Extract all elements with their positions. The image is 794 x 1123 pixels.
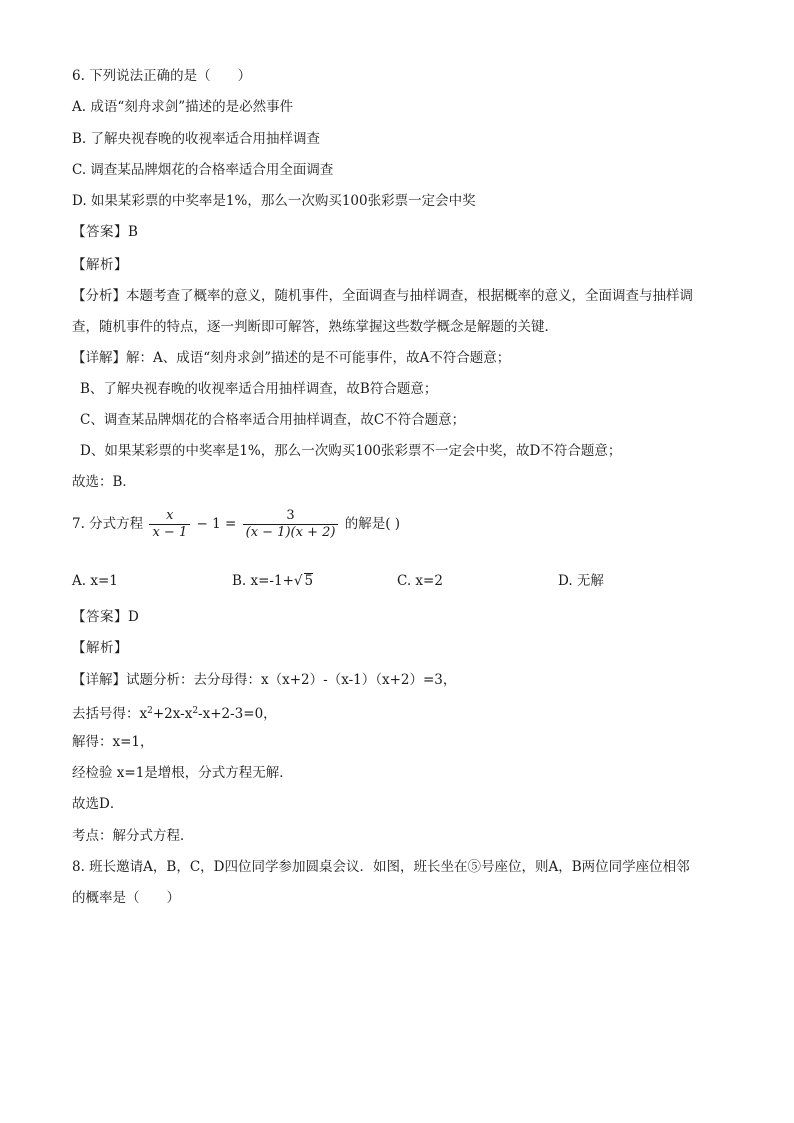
- q6-option-b: B. 了解央视春晚的收视率适合用抽样调查: [72, 131, 321, 147]
- q7-option-d: D. 无解: [558, 573, 604, 589]
- q6-fenxi-line-1: 【分析】本题考查了概率的意义，随机事件，全面调查与抽样调查，根据概率的意义，全面调查与抽样调: [72, 288, 693, 304]
- q7-option-a: A. x=1: [72, 573, 118, 589]
- q7-fraction-rhs: [243, 508, 339, 541]
- q7-fraction-lhs: [149, 508, 190, 541]
- q6-option-d: D. 如果某彩票的中奖率是1%，那么一次购买100张彩票一定会中奖: [72, 193, 476, 209]
- q7-frac2-numerator: 3: [286, 508, 295, 523]
- q7-option-b-radicand: 5: [304, 573, 314, 589]
- q7-detail-line-3: 解得：x=1，: [72, 734, 154, 750]
- q7-detail-2-part-c: -x+2-3=0，: [198, 706, 277, 722]
- q6-option-c: C. 调查某品牌烟花的合格率适合用全面调查: [72, 162, 334, 178]
- q6-stem: 6. 下列说法正确的是（ ）: [72, 68, 252, 84]
- q7-detail-2-part-b: +2x-x: [152, 706, 193, 722]
- superscript-2: 2: [147, 706, 153, 716]
- q6-detail-line-2: B、了解央视春晚的收视率适合用抽样调查，故B符合题意；: [80, 381, 438, 397]
- q7-stem-suffix: 的解是( ): [344, 516, 401, 532]
- q6-conclusion: 故选：B．: [72, 474, 136, 490]
- q7-option-b-prefix: B. x=-1+: [232, 573, 294, 589]
- q7-frac2-denominator: (x − 1)(x + 2): [245, 525, 336, 540]
- q7-frac1-numerator: x: [166, 508, 174, 523]
- q7-analysis-label: 【解析】: [72, 640, 128, 656]
- q7-stem: [72, 506, 400, 542]
- q7-kaodian: 考点：解分式方程．: [72, 828, 194, 844]
- q6-answer: 【答案】B: [72, 224, 139, 240]
- q7-answer: 【答案】D: [72, 609, 140, 625]
- q7-frac1-denominator: x − 1: [152, 525, 188, 540]
- q7-option-b: [232, 571, 313, 591]
- q7-detail-line-1: 【详解】试题分析：去分母得：x（x+2）-（x-1）（x+2）=3，: [72, 672, 457, 688]
- q6-option-a: A. 成语“刻舟求剑”描述的是必然事件: [72, 99, 294, 115]
- q8-stem-line-2: 的概率是（ ）: [72, 890, 180, 906]
- q8-stem-line-1: 8. 班长邀请A，B，C，D四位同学参加圆桌会议．如图，班长坐在⑤号座位，则A，B两位同学座位相邻: [72, 859, 690, 875]
- q6-analysis-label: 【解析】: [72, 257, 128, 273]
- q7-detail-2-part-a: 去括号得：x: [72, 706, 148, 722]
- q6-detail-line-1: 【详解】解：A、成语“刻舟求剑”描述的是不可能事件，故A不符合题意；: [72, 350, 511, 366]
- q7-middle: − 1 =: [196, 516, 237, 532]
- superscript-2: 2: [192, 706, 199, 716]
- q7-stem-prefix: 7. 分式方程: [72, 516, 144, 532]
- q6-detail-line-3: C、调查某品牌烟花的合格率适合用抽样调查，故C不符合题意；: [80, 412, 466, 428]
- q7-detail-line-4: 经检验 x=1是增根，分式方程无解．: [72, 765, 293, 781]
- q7-conclusion: 故选D．: [72, 796, 124, 812]
- q6-detail-line-4: D、如果某彩票的中奖率是1%，那么一次购买100张彩票不一定会中奖，故D不符合题意；: [80, 443, 622, 459]
- q7-detail-line-2: [72, 701, 277, 724]
- q6-fenxi-line-2: 查，随机事件的特点，逐一判断即可解答，熟练掌握这些数学概念是解题的关键．: [72, 319, 558, 335]
- sqrt-icon: √: [293, 573, 303, 589]
- q7-option-c: C. x=2: [397, 573, 443, 589]
